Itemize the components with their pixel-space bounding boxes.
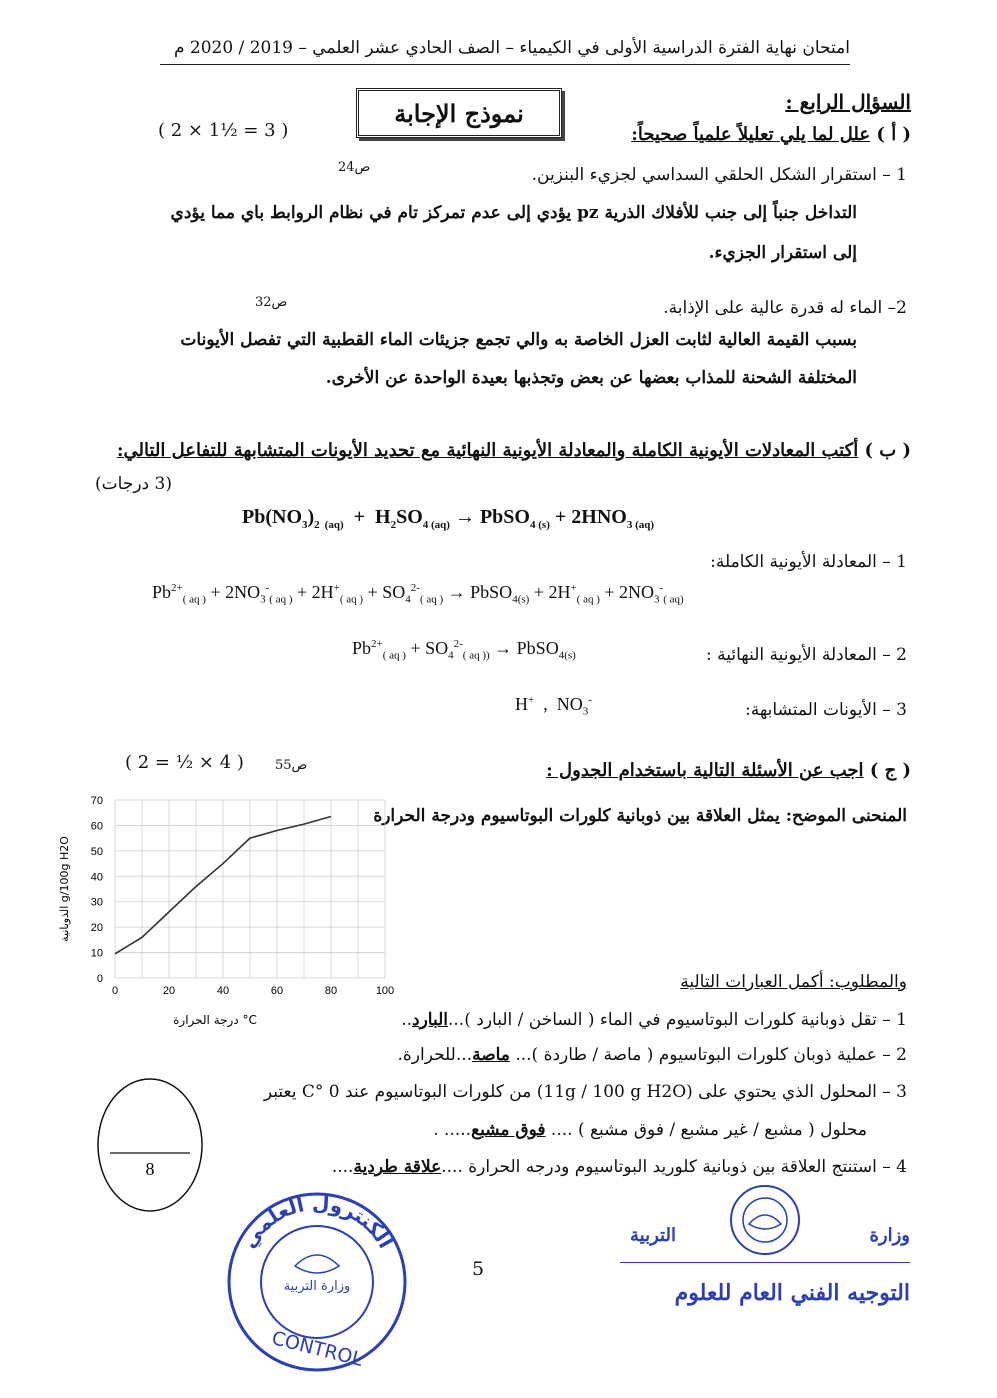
item-c3-tail: ..... . <box>433 1120 472 1140</box>
item-c1-tail: .. <box>401 1010 412 1030</box>
logo-text-education: التربية <box>630 1225 676 1246</box>
item-c2-text: عملية ذوبان كلورات البوتاسيوم ( ماصة / طاردة )... <box>509 1045 877 1065</box>
answer-a1-line1 <box>137 203 857 223</box>
answer-model-box <box>356 88 562 138</box>
answer-a1-pre: التداخل جنباً إلى جنب للأفلاك الذرية <box>604 203 857 223</box>
score-ellipse <box>98 1079 202 1211</box>
stamp-emblem-icon <box>295 1255 339 1273</box>
y-tick-label: 0 <box>96 973 103 985</box>
item-b1-label: المعادلة الأيونية الكاملة: <box>710 552 877 572</box>
item-c4-answer: علاقة طردية <box>353 1157 442 1177</box>
y-tick-label: 70 <box>90 795 103 807</box>
logo-text-guidance: التوجيه الفني العام للعلوم <box>674 1280 910 1306</box>
item-c3-answer: فوق مشبع <box>471 1120 546 1140</box>
x-tick-label: 80 <box>324 985 338 997</box>
score-value: 8 <box>145 1159 155 1179</box>
part-a-title <box>631 124 911 145</box>
main-equation: $Pb(NO_3)_2$ $_{(aq)} + H_2SO_{4 (aq)}$ → PbSO$_{4 (s)}$ + $2HNO_{3 (aq)}$ <box>242 506 655 531</box>
part-a-heading: علل لما يلي تعليلاً علمياً صحيحاً: <box>631 124 871 145</box>
header-rule <box>160 64 850 65</box>
page-number: 5 <box>472 1258 485 1280</box>
item-a2-text: الماء له قدرة عالية على الإذابة. <box>663 298 883 318</box>
x-tick-label: 60 <box>270 985 284 997</box>
complete-ionic-equation: $Pb^{2+}_{( aq )} + 2NO_3^-_{( aq )} + 2H^+_{( aq )} + SO_4^{2-}_{( aq )}$ → PbSO$_{4(s)}$ + $2H^+_{( aq )} + 2NO_3^-_{( aq)}$ <box>152 582 684 606</box>
chart-description: المنحنى الموضح: يمثل العلاقة بين ذوبانية كلورات البوتاسيوم ودرجة الحرارة <box>373 806 907 826</box>
x-tick-label: 0 <box>111 985 119 997</box>
question-title: السؤال الرابع : <box>785 90 911 114</box>
y-tick-label: 40 <box>90 871 103 884</box>
part-c-grade: ( 2 = ½ × 4 ) <box>125 752 244 773</box>
answer-a1-post: يؤدي إلى عدم تمركز تام في نظام الروابط باي مما يؤدي <box>170 203 572 223</box>
y-tick-label: 60 <box>90 820 103 833</box>
required-heading: والمطلوب: أكمل العبارات التالية <box>680 972 907 992</box>
score-circle <box>95 1075 205 1215</box>
spectator-ions: H+ , $NO_3^-$ <box>515 694 592 718</box>
control-stamp <box>225 1190 410 1375</box>
part-c-heading: اجب عن الأسئلة التالية باستخدام الجدول : <box>546 760 864 781</box>
item-b2-label: المعادلة الأيونية النهائية : <box>706 645 877 665</box>
part-c-title <box>546 760 911 781</box>
y-axis-label: الذوبانية g/100g H2O <box>58 836 71 942</box>
item-b1 <box>710 552 907 572</box>
item-c2-num: 2 – <box>882 1045 907 1065</box>
page-ref-2: ص32 <box>255 295 288 310</box>
part-b-heading: أكتب المعادلات الأيونية الكاملة والمعادلة الأيونية النهائية مع تحديد الأيونات المتشابهة للتفاعل التالي: <box>116 440 859 461</box>
stamp-inner-text: وزارة التربية <box>283 1279 351 1294</box>
part-a-grade: ( 2 × 1½ = 3 ) <box>158 120 289 141</box>
item-c3-num: 3 – <box>882 1082 907 1102</box>
y-tick-label: 10 <box>90 947 103 960</box>
item-b3-label: الأيونات المتشابهة: <box>744 700 877 720</box>
item-b3-num: 3 – <box>882 700 907 720</box>
ministry-logo <box>620 1180 910 1330</box>
answer-a1-line2: إلى استقرار الجزيء. <box>708 243 857 263</box>
answer-a2-line1: بسبب القيمة العالية لثابت العزل الخاصة به والي تجمع جزيئات الماء القطبية التي تفصل الأيونات <box>180 330 857 350</box>
item-a2-num: 2– <box>887 298 907 318</box>
y-tick-label: 50 <box>90 845 103 858</box>
x-tick-label: 100 <box>375 985 395 997</box>
logo-rule <box>620 1262 910 1263</box>
stamp-bottom-text: CONTROL <box>269 1327 365 1371</box>
ministry-emblem-icon <box>725 1180 805 1260</box>
x-axis-label: درجة الحرارة °C <box>173 1013 257 1027</box>
solubility-chart <box>40 790 395 1040</box>
item-b1-num: 1 – <box>882 552 907 572</box>
item-c2-answer: ماصة <box>472 1045 510 1065</box>
item-c4 <box>332 1157 907 1177</box>
part-b-label: ( ب ) <box>864 440 911 461</box>
item-c1-num: 1 – <box>882 1010 907 1030</box>
item-a1 <box>532 165 907 185</box>
item-c3-text: المحلول الذي يحتوي على (11g / 100 g H2O) من كلورات البوتاسيوم عند 0 °C يعتبر <box>263 1082 877 1102</box>
item-c1 <box>401 1010 907 1030</box>
item-c1-text: تقل ذوبانية كلورات البوتاسيوم في الماء ( الساخن / البارد )... <box>448 1010 877 1030</box>
item-a2 <box>663 298 907 318</box>
answer-model-label: نموذج الإجابة <box>394 98 524 128</box>
part-a-label: ( أ ) <box>876 124 911 145</box>
item-a1-text: استقرار الشكل الحلقي السداسي لجزيء البنزين. <box>531 165 877 185</box>
item-b2 <box>706 645 907 665</box>
x-tick-label: 40 <box>216 985 230 997</box>
exam-header: امتحان نهاية الفترة الدراسية الأولى في الكيمياء – الصف الحادي عشر العلمي – 2019 / 2020 م <box>173 38 850 58</box>
item-b2-num: 2 – <box>882 645 907 665</box>
part-b-title <box>117 440 911 461</box>
y-tick-label: 30 <box>90 896 103 909</box>
item-c3-line2-text: محلول ( مشبع / غير مشبع / فوق مشبع ) .... <box>545 1120 867 1140</box>
item-c4-text: استنتج العلاقة بين ذوبانية كلوريد البوتاسيوم ودرجه الحرارة .... <box>441 1157 877 1177</box>
item-c1-answer: البارد <box>412 1010 448 1030</box>
orbital-pz: pz <box>577 203 599 223</box>
x-tick-label: 20 <box>162 985 176 997</box>
page-ref-3: ص55 <box>275 758 308 773</box>
stamp-top-text: الكنترول العلمي <box>236 1190 399 1253</box>
item-a1-num: 1 – <box>882 165 907 185</box>
item-c2 <box>397 1045 907 1065</box>
item-c4-num: 4 – <box>882 1157 907 1177</box>
net-ionic-equation: $Pb^{2+}_{( aq )} + SO_4^{2-}_{( aq ))}$ → PbSO$_{4(s)}$ <box>352 638 576 662</box>
item-c3-line2 <box>433 1120 867 1140</box>
item-b3 <box>745 700 907 720</box>
item-c3 <box>264 1082 907 1102</box>
item-c4-tail: .... <box>331 1157 354 1177</box>
page-ref-1: ص24 <box>338 160 371 175</box>
y-tick-label: 20 <box>90 922 103 935</box>
logo-text-ministry: وزارة <box>869 1225 910 1246</box>
item-c2-tail: ...للحرارة. <box>397 1045 473 1065</box>
part-c-label: ( ج ) <box>869 760 911 781</box>
part-b-grade: (3 درجات) <box>95 474 172 494</box>
answer-a2-line2: المختلفة الشحنة للمذاب بعضها عن بعض وتجذبها بعيدة الواحدة عن الأخرى. <box>325 368 857 388</box>
